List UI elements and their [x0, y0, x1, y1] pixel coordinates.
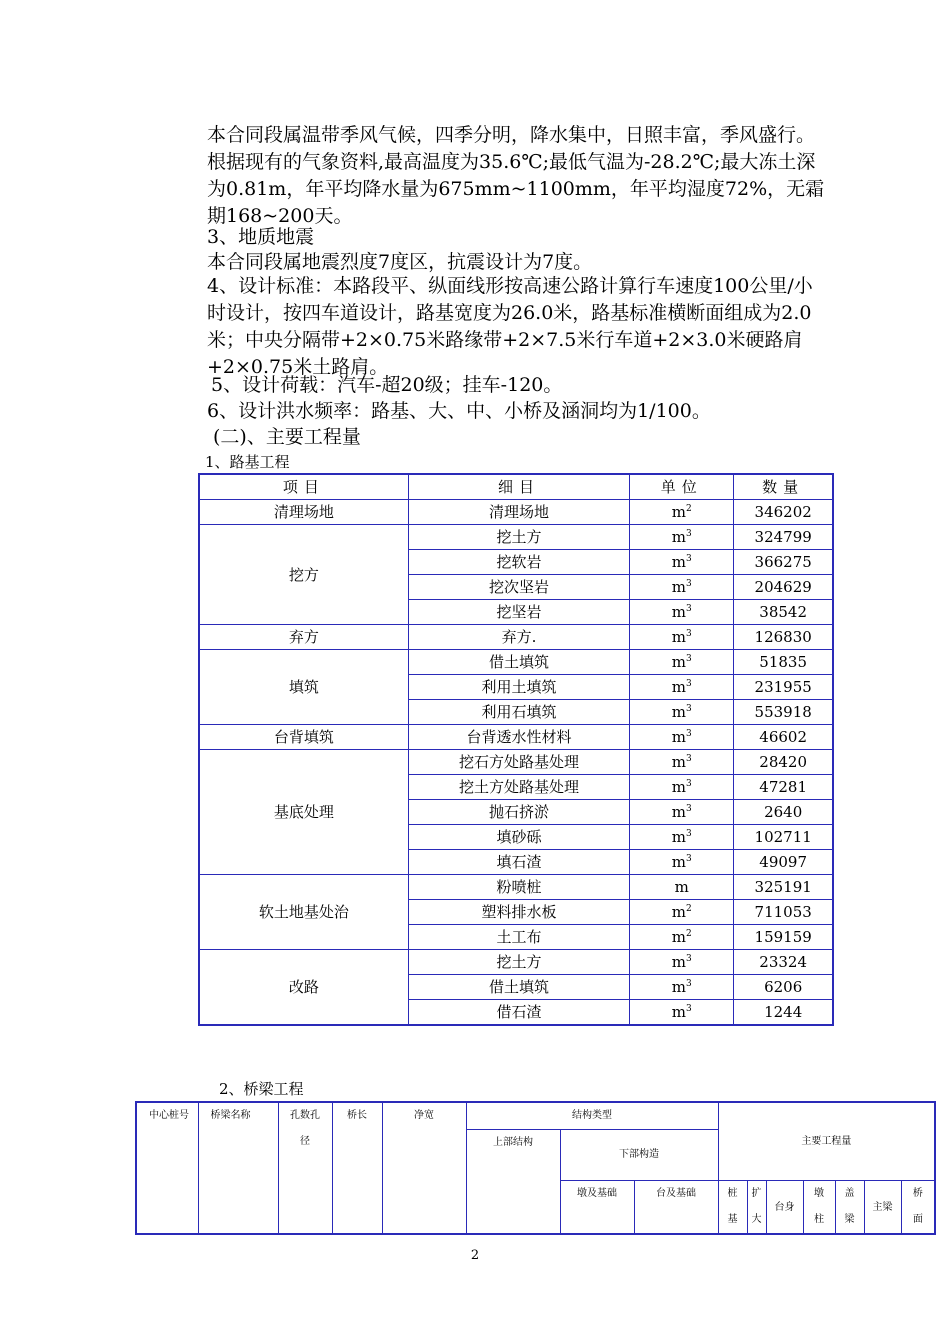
quantity-col-header: 桩 基 [718, 1181, 747, 1235]
unit-cell: $m^3$ [630, 800, 734, 825]
abutment-header: 台及基础 [634, 1181, 718, 1235]
quantity-cell: 2640 [734, 800, 833, 825]
unit-cell: $m^3$ [630, 675, 734, 700]
table-row [199, 725, 833, 750]
flood-paragraph: 6、设计洪水频率：路基、大、中、小桥及涵洞均为1/100。 [207, 400, 711, 422]
quantity-cell: 711053 [734, 900, 833, 925]
item-group-cell: 弃方 [199, 625, 408, 650]
table-row [199, 750, 833, 775]
quantity-cell: 366275 [734, 550, 833, 575]
table-row [199, 625, 833, 650]
detail-cell: 填砂砾 [408, 825, 629, 850]
quantity-cell: 231955 [734, 675, 833, 700]
table-row [199, 950, 833, 975]
item-group-cell: 清理场地 [199, 500, 408, 525]
unit-cell: $m^3$ [630, 975, 734, 1000]
climate-paragraph: 本合同段属温带季风气候，四季分明，降水集中，日照丰富，季风盛行。根据现有的气象资料,最高温度为35.6℃;最低气温为-28.2℃;最大冻土深为0.81m，年平均降水量为675mm~1100mm，年平均湿度72%，无霜期168~200天。 [207, 124, 825, 227]
width-header: 净宽 [382, 1102, 466, 1234]
unit-cell: $m^3$ [630, 600, 734, 625]
table1-header-1: 细目 [408, 474, 629, 500]
item-group-cell: 填筑 [199, 650, 408, 725]
quantity-cell: 325191 [734, 875, 833, 900]
unit-cell: $m^3$ [630, 825, 734, 850]
standard-paragraph: 4、设计标准：本路段平、纵面线形按高速公路计算行车速度100公里/小时设计，按四车道设计，路基宽度为26.0米，路基标准横断面组成为2.0米；中央分隔带+2×0.75米路缘带+2×7.5米行车道+2×3.0米硬路肩+2×0.75米土路肩。 [207, 275, 813, 378]
detail-cell: 利用土填筑 [408, 675, 629, 700]
quantity-col-header: 盖 梁 [835, 1181, 864, 1235]
table-row [199, 875, 833, 900]
detail-cell: 填石渣 [408, 850, 629, 875]
quantity-col-header: 墩 柱 [803, 1181, 835, 1235]
item-group-cell: 台背填筑 [199, 725, 408, 750]
quantity-cell: 46602 [734, 725, 833, 750]
length-header: 桥长 [332, 1102, 382, 1234]
unit-cell: $m^3$ [630, 850, 734, 875]
detail-cell: 挖石方处路基处理 [408, 750, 629, 775]
quantity-cell: 204629 [734, 575, 833, 600]
unit-cell: $m^3$ [630, 550, 734, 575]
substructure-header: 下部构造 [560, 1130, 718, 1181]
unit-cell: $m^2$ [630, 925, 734, 950]
quantity-col-header: 桥 面 [901, 1181, 935, 1235]
item-group-cell: 挖方 [199, 525, 408, 625]
table-row [199, 525, 833, 550]
page-number: 2 [470, 1248, 480, 1263]
quantity-cell: 126830 [734, 625, 833, 650]
main-quantity-header: 主要工程量 [718, 1102, 935, 1181]
detail-cell: 清理场地 [408, 500, 629, 525]
unit-cell: $m^2$ [630, 900, 734, 925]
item-group-cell: 改路 [199, 950, 408, 1026]
item-group-cell: 基底处理 [199, 750, 408, 875]
detail-cell: 抛石挤淤 [408, 800, 629, 825]
structure-header: 结构类型 [466, 1102, 718, 1130]
table1-header-0: 项目 [199, 474, 408, 500]
table-row [199, 650, 833, 675]
table-row [199, 500, 833, 525]
detail-cell: 借土填筑 [408, 650, 629, 675]
table1-header-3: 数量 [734, 474, 833, 500]
quantity-col-header: 主梁 [864, 1181, 901, 1235]
detail-cell: 弃方. [408, 625, 629, 650]
detail-cell: 挖土方 [408, 950, 629, 975]
roadbed-table [198, 473, 834, 1026]
unit-cell: $m^3$ [630, 775, 734, 800]
unit-cell: $m^3$ [630, 750, 734, 775]
quantity-cell: 159159 [734, 925, 833, 950]
geology-paragraph: 本合同段属地震烈度7度区，抗震设计为7度。 [207, 251, 593, 273]
span-header: 孔数孔径 [278, 1102, 332, 1234]
detail-cell: 借土填筑 [408, 975, 629, 1000]
section-heading: (二)、主要工程量 [213, 426, 361, 448]
quantity-cell: 51835 [734, 650, 833, 675]
quantity-col-header: 台身 [766, 1181, 803, 1235]
detail-cell: 利用石填筑 [408, 700, 629, 725]
unit-cell: $m^2$ [630, 500, 734, 525]
detail-cell: 粉喷桩 [408, 875, 629, 900]
quantity-cell: 23324 [734, 950, 833, 975]
geology-title: 3、地质地震 [207, 226, 315, 248]
table1-header-2: 单位 [630, 474, 734, 500]
table2-caption: 2、桥梁工程 [219, 1080, 304, 1098]
detail-cell: 台背透水性材料 [408, 725, 629, 750]
unit-cell: $m^3$ [630, 700, 734, 725]
unit-cell: m [630, 875, 734, 900]
quantity-cell: 324799 [734, 525, 833, 550]
item-group-cell: 软土地基处治 [199, 875, 408, 950]
quantity-cell: 49097 [734, 850, 833, 875]
bridge-table [135, 1101, 936, 1235]
pier-header: 墩及基础 [560, 1181, 634, 1235]
table1-caption: 1、路基工程 [205, 453, 290, 471]
center-stake-header: 中心桩号 [136, 1102, 198, 1234]
quantity-col-header: 扩 大 [747, 1181, 766, 1235]
detail-cell: 塑料排水板 [408, 900, 629, 925]
detail-cell: 挖土方处路基处理 [408, 775, 629, 800]
detail-cell: 挖土方 [408, 525, 629, 550]
quantity-cell: 47281 [734, 775, 833, 800]
quantity-cell: 6206 [734, 975, 833, 1000]
detail-cell: 挖坚岩 [408, 600, 629, 625]
detail-cell: 挖软岩 [408, 550, 629, 575]
superstructure-header: 上部结构 [466, 1130, 560, 1235]
unit-cell: $m^3$ [630, 625, 734, 650]
unit-cell: $m^3$ [630, 950, 734, 975]
unit-cell: $m^3$ [630, 650, 734, 675]
quantity-cell: 28420 [734, 750, 833, 775]
quantity-cell: 38542 [734, 600, 833, 625]
detail-cell: 挖次坚岩 [408, 575, 629, 600]
quantity-cell: 553918 [734, 700, 833, 725]
unit-cell: $m^3$ [630, 575, 734, 600]
unit-cell: $m^3$ [630, 525, 734, 550]
load-paragraph: 5、设计荷载：汽车-超20级；挂车-120。 [211, 374, 563, 396]
bridge-name-header: 桥梁名称 [198, 1102, 278, 1234]
detail-cell: 土工布 [408, 925, 629, 950]
quantity-cell: 102711 [734, 825, 833, 850]
unit-cell: $m^3$ [630, 725, 734, 750]
detail-cell: 借石渣 [408, 1000, 629, 1026]
quantity-cell: 346202 [734, 500, 833, 525]
quantity-cell: 1244 [734, 1000, 833, 1026]
unit-cell: $m^3$ [630, 1000, 734, 1026]
